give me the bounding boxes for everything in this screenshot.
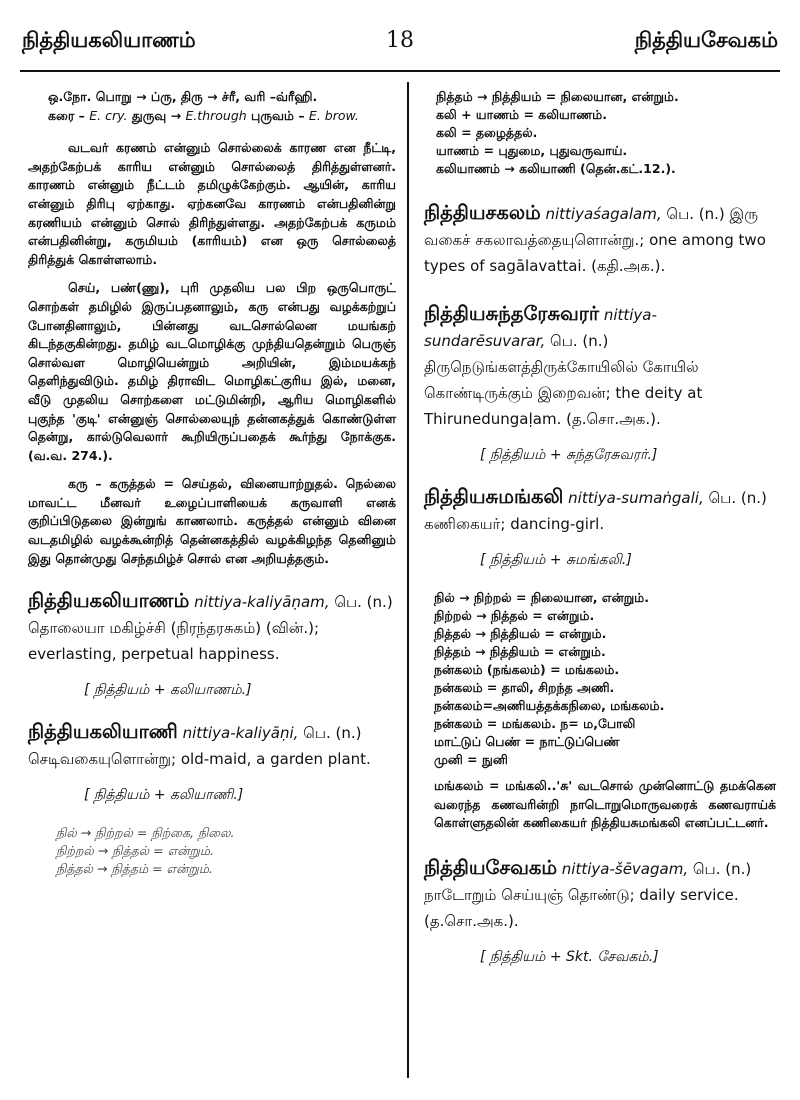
etymology: [ நித்தியம் + சுந்தரேசுவரர்.] [480, 447, 658, 463]
derivation-line: யாணம் = புதுமை, புதுவருவாய். [436, 143, 628, 158]
definition: பெ. (n.) திருநெடுங்களத்திருக்கோயிலில் கோயில் கொண்டிருக்கும் இறைவன்; the deity at Thirunedungaḷam. (த.சொ.அக.). [424, 332, 703, 428]
headword: நித்தியசகலம் [424, 201, 541, 224]
derivation-line: மாட்டுப் பெண் = நாட்டுப்பெண் [434, 734, 620, 749]
entry-nittiya-kaliyani [28, 719, 396, 772]
derivation-line: நித்தல் → நித்தியல் = என்றும். [434, 626, 607, 641]
etymology: [ நித்தியம் + கலியாணி.] [84, 787, 244, 804]
right-top-lines [436, 88, 776, 178]
definition: பெ. (n.) செடிவகையுளொன்று; old-maid, a garden plant. [28, 724, 371, 769]
intro-lines [28, 88, 396, 125]
derivation-line: நன்கலம் (நங்கலம்) = மங்கலம். [434, 662, 620, 677]
headword: நித்தியசேவகம் [424, 855, 558, 879]
derivation-line: முனி = நுனி [434, 752, 508, 767]
derivation-line: நித்தம் → நித்தியம் = என்றும். [434, 644, 606, 659]
transliteration: nittiya-kaliyāṇi, [182, 724, 299, 743]
derivation-line: நன்கலம் = மங்கலம். ந= ம,போலி [434, 716, 636, 731]
derivation-lines [56, 824, 396, 878]
derivation-line: நிற்றல் → நித்தல் = என்றும். [56, 843, 214, 859]
entry-nittiyasagalam [424, 200, 776, 279]
definition: பெ. (n.) நாடோறும் செய்யுஞ் தொண்டு; daily service. (த.சொ.அக.). [424, 859, 752, 930]
headword: நித்தியகலியாணி [28, 720, 178, 744]
page-header [22, 28, 778, 64]
entry-nittiya-sundaresuvarar [424, 301, 776, 432]
derivation-line: கலி + யாணம் = கலியாணம். [436, 107, 607, 122]
etymology: [ நித்தியம் + சுமங்கலி.] [480, 552, 632, 568]
headword: நித்தியகலியாணம் [28, 589, 190, 613]
derivation-lines [434, 589, 776, 769]
etymology: [ நித்தியம் + Skt. சேவகம்.] [480, 948, 659, 965]
etymology: [ நித்தியம் + கலியாணம்.] [84, 682, 252, 699]
right-column [424, 88, 776, 986]
paragraph-mangalam: மங்கலம் = மங்கலி..'சு' வடசொல் முன்னொட்டு தமக்கென வரைந்த கணவரின்றி நாடொறுமொருவரைக் கணவராய்க் கொள்ளுதலின் கணிகையர் நித்தியசுமங்கலி எனப்பட்டனர். [434, 778, 776, 831]
definition: பெ. (n.) தொலையா மகிழ்ச்சி (நிரந்தரசுகம்) (வின்.); everlasting, perpetual happiness. [28, 593, 393, 664]
transliteration: nittiya-sumaṅgali, [568, 489, 704, 507]
transliteration: nittiyaśagalam, [545, 205, 662, 223]
intro-line-1: ஒ.நோ. பொறு → ப்ரு, திரு → ச்ரீ, வரி –வ்ரீஹி. [48, 89, 318, 104]
derivation-line: நில் → நிற்றல் = நிற்கை, நிலை. [56, 825, 235, 841]
transliteration: nittiya-kaliyāṇam, [194, 593, 330, 612]
left-column [28, 88, 396, 886]
derivation-line: நில் → நிற்றல் = நிலையான, என்றும். [434, 590, 649, 605]
transliteration: nittiya-sundarēsuvarar, [424, 306, 657, 350]
header-left-guideword: நித்தியகலியாணம் [22, 28, 196, 52]
derivation-line: நிற்றல் → நித்தல் = என்றும். [434, 608, 595, 623]
entry-nittiya-sumangali [424, 484, 776, 537]
column-divider [407, 82, 409, 1078]
paragraph-karanam: வடவர் கரணம் என்னும் சொல்லைக் காரண என நீட்டி, அதற்கேற்பக் காரிய என்னும் சொல்லைத் திரித்துள்ளனர். காரணம் என்னும் நீட்டம் தமிழுக்கேற்கும். ஆயின், காரிய என்னும் திரிபு ஏற்காது. ஏற்கனவே காரணம் என்பதினின்று கரணியம் என்னும் சொல் திரிந்துள்ளது. அதற்கேற்பக் கருமம் என்பதினின்று, கருமியம் (காரியம்) என ஒரு சொல்லைத் திரித்துக் கொள்ளலாம். [28, 140, 396, 267]
paragraph-sei: செய், பண்(ணு), புரி முதலிய பல பிற ஒருபொருட் சொற்கள் தமிழில் இருப்பதனாலும், கரு என்பது வழக்கற்றுப் போனதினாலும், பின்னது வடசொல்லென மயங்கற் கிடந்தகுகின்றது. தமிழ் வடமொழிக்கு முந்தியதென்றும் பெருஞ் சொல்வள மொழியென்றும் அறியின், இம்மயக்கந் தெளிந்துவிடும். தமிழ் திராவிட மொழிகட்குரிய இல், மனை, வீடு முதலிய சொற்களை மட்டுமின்றி, ஆரிய மொழிகளில் புகுந்த 'குடி' என்னுஞ் சொல்லையுந் தன்னகத்துக் கொண்டுள்ள தென்று, கால்டுவெலார் கூறியிருப்பதைக் கூர்ந்து நோக்குக. (வ.வ. 274.). [28, 280, 396, 463]
derivation-line: நித்தம் → நித்தியம் = நிலையான, என்றும். [436, 89, 679, 104]
intro-line-2: கரை – E. cry. துருவு → E.through புருவம் – E. brow. [48, 107, 359, 123]
derivation-line: நித்தல் → நித்தம் = என்றும். [56, 861, 213, 877]
derivation-line: நன்கலம் = தாலி, சிறந்த அணி. [434, 680, 615, 695]
definition: பெ. (n.) கணிகையர்; dancing-girl. [424, 489, 767, 533]
headword: நித்தியசுந்தரேசுவரர் [424, 302, 600, 325]
definition: பெ. (n.) இரு வகைச் சகலாவத்தையுளொன்று.; one among two types of sagālavattai. (கதி.அக.). [424, 205, 766, 275]
header-right-guideword: நித்தியசேவகம் [634, 28, 778, 52]
derivation-line: கலி = தழைத்தல். [436, 125, 538, 140]
derivation-line: நன்கலம்=அணியத்தக்கநிலை, மங்கலம். [434, 698, 665, 713]
headword: நித்தியசுமங்கலி [424, 485, 564, 508]
derivation-line: கலியாணம் → கலியாணி (தென்.கட்.12.). [436, 161, 676, 176]
header-rule [20, 70, 780, 72]
entry-nittiya-sevagam [424, 855, 776, 934]
page-number: 18 [386, 28, 414, 53]
transliteration: nittiya-šēvagam, [561, 859, 689, 878]
entry-nittiya-kaliyanam [28, 588, 396, 667]
paragraph-karuthal: கரு – கருத்தல் = செய்தல், வினையாற்றுதல். நெல்லை மாவட்ட மீனவர் உழைப்பாளியைக் கருவாளி எனக் குறிப்பிடுதலை இன்றுங் காணலாம். கருத்தல் என்னும் வினை வடதமிழில் வழக்கூன்றித் தென்னகத்தில் வழக்கிழந்த தெனினும் இது தொன்முது செந்தமிழ்ச் சொல் என அறியத்தகும். [28, 476, 396, 566]
